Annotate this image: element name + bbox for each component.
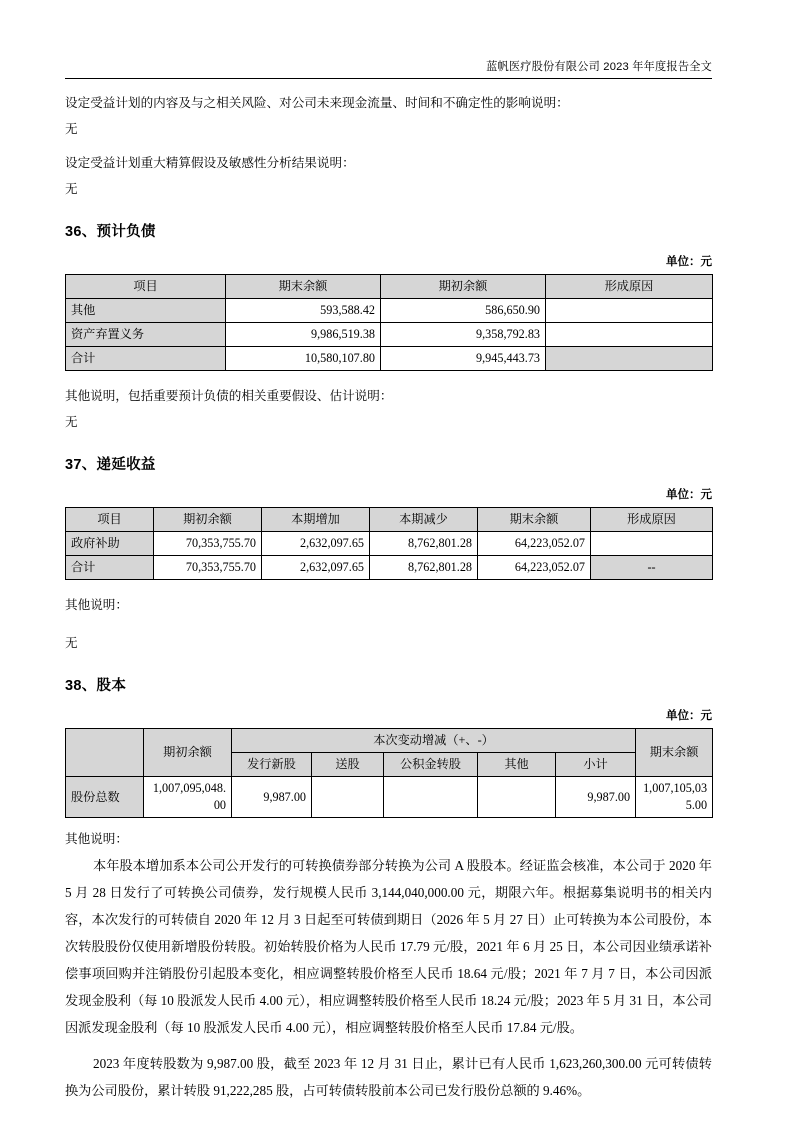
cell-end-balance: 9,986,519.38 — [226, 323, 381, 347]
col-decrease: 本期减少 — [370, 508, 478, 532]
cell-end-balance: 10,580,107.80 — [226, 347, 381, 371]
col-end-balance: 期末余额 — [226, 275, 381, 299]
col-blank — [66, 729, 144, 777]
col-change-group: 本次变动增减（+、-） — [232, 729, 636, 753]
spacer — [65, 371, 712, 383]
table-row-total — [66, 347, 713, 371]
cell-end-balance: 64,223,052.07 — [478, 556, 591, 580]
spacer — [65, 142, 712, 150]
col-begin-balance: 期初余额 — [154, 508, 262, 532]
spacer — [65, 580, 712, 592]
benefit-plan-assumption-value: 无 — [65, 182, 78, 196]
cell-reason — [591, 532, 713, 556]
table-row — [66, 323, 713, 347]
share-capital-paragraph-2: 2023 年度转股数为 9,987.00 股，截至 2023 年 12 月 31 日止，累计已有人民币 1,623,260,300.00 元可转债转换为公司股份，累计转股 91,222,285 股，占可转债转股前本公司已发行股份总额的 9.46%。 — [65, 1056, 712, 1098]
benefit-plan-content-label: 设定受益计划的内容及与之相关风险、对公司未来现金流量、时间和不确定性的影响说明： — [65, 96, 569, 110]
col-reason: 形成原因 — [591, 508, 713, 532]
cell-reason — [546, 299, 713, 323]
col-bonus-shares: 送股 — [312, 753, 384, 777]
col-item: 项目 — [66, 508, 154, 532]
cell-begin-balance: 70,353,755.70 — [154, 556, 262, 580]
table-header-row — [66, 275, 713, 299]
spacer — [65, 818, 712, 826]
table-row — [66, 532, 713, 556]
cell-item: 股份总数 — [66, 777, 144, 818]
table-header-row — [66, 508, 713, 532]
cell-begin-balance: 70,353,755.70 — [154, 532, 262, 556]
share-capital-note-label: 其他说明： — [65, 832, 128, 846]
cell-end-balance: 64,223,052.07 — [478, 532, 591, 556]
col-reason: 形成原因 — [546, 275, 713, 299]
cell-end-balance: 593,588.42 — [226, 299, 381, 323]
cell-reason — [546, 323, 713, 347]
cell-reason: -- — [591, 556, 713, 580]
cell-increase: 2,632,097.65 — [262, 532, 370, 556]
provisions-table — [65, 274, 713, 371]
benefit-plan-content-value: 无 — [65, 122, 78, 136]
unit-label-37: 单位：元 — [666, 489, 712, 501]
page-content — [65, 90, 712, 1104]
cell-reason — [546, 347, 713, 371]
share-capital-paragraph-1: 本年股本增加系本公司公开发行的可转换债券部分转换为公司 A 股股本。经证监会核准，本公司于 2020 年 5 月 28 日发行了可转换公司债券，发行规模人民币 3,144,040,000.00 元，期限六年。根据募集说明书的相关内容，本次发行的可转债自 2020 年 12 月 3 日起至可转债到期日（2026 年 5 月 27 日）止可转换为本公司股份，本次转股股份仅使用新增股份转股。初始转股价格为人民币 17.79 元/股，2021 年 6 月 25 日，本公司因业绩承诺补偿事项回购并注销股份引起股本变化，相应调整转股价格至人民币 18.64 元/股；2021 年 7 月 7 日，本公司因派发现金股利（每 10 股派发人民币 4.00 元），相应调整转股价格至人民币 18.24 元/股；2023 年 5 月 31 日，本公司因派发现金股利（每 10 股派发人民币 4.00 元），相应调整转股价格至人民币 17.84 元/股。 — [65, 858, 712, 1035]
col-begin-balance: 期初余额 — [381, 275, 546, 299]
col-subtotal: 小计 — [556, 753, 636, 777]
cell-other — [478, 777, 556, 818]
col-item: 项目 — [66, 275, 226, 299]
deferred-income-table — [65, 507, 713, 580]
cell-item: 资产弃置义务 — [66, 323, 226, 347]
header-divider — [65, 78, 712, 79]
section-heading-37: 37、递延收益 — [65, 457, 156, 473]
provisions-note-label: 其他说明，包括重要预计负债的相关重要假设、估计说明： — [65, 389, 393, 403]
table-row — [66, 299, 713, 323]
spacer — [65, 618, 712, 630]
cell-begin-balance: 9,358,792.83 — [381, 323, 546, 347]
table-row — [66, 777, 713, 818]
unit-label-36: 单位：元 — [666, 256, 712, 268]
deferred-income-note-value: 无 — [65, 636, 78, 650]
share-capital-table — [65, 728, 713, 818]
cell-reserve-conversion — [384, 777, 478, 818]
col-new-shares: 发行新股 — [232, 753, 312, 777]
col-reserve-conversion: 公积金转股 — [384, 753, 478, 777]
table-header-row-top — [66, 729, 713, 753]
cell-item: 合计 — [66, 556, 154, 580]
provisions-note-value: 无 — [65, 415, 78, 429]
cell-begin-balance: 9,945,443.73 — [381, 347, 546, 371]
cell-item: 合计 — [66, 347, 226, 371]
col-begin-balance: 期初余额 — [144, 729, 232, 777]
cell-new-shares: 9,987.00 — [232, 777, 312, 818]
deferred-income-note-label: 其他说明： — [65, 598, 128, 612]
running-header: 蓝帆医疗股份有限公司 2023 年年度报告全文 — [486, 61, 712, 73]
section-heading-36: 36、预计负债 — [65, 224, 156, 240]
col-end-balance: 期末余额 — [636, 729, 713, 777]
cell-item: 政府补助 — [66, 532, 154, 556]
section-heading-38: 38、股本 — [65, 678, 127, 694]
col-increase: 本期增加 — [262, 508, 370, 532]
cell-begin-balance: 1,007,095,048.00 — [144, 777, 232, 818]
table-row-total — [66, 556, 713, 580]
unit-label-38: 单位：元 — [666, 710, 712, 722]
cell-end-balance: 1,007,105,035.00 — [636, 777, 713, 818]
benefit-plan-assumption-label: 设定受益计划重大精算假设及敏感性分析结果说明： — [65, 156, 355, 170]
spacer — [65, 1041, 712, 1050]
cell-bonus-shares — [312, 777, 384, 818]
cell-increase: 2,632,097.65 — [262, 556, 370, 580]
cell-decrease: 8,762,801.28 — [370, 556, 478, 580]
cell-decrease: 8,762,801.28 — [370, 532, 478, 556]
col-other: 其他 — [478, 753, 556, 777]
cell-item: 其他 — [66, 299, 226, 323]
cell-begin-balance: 586,650.90 — [381, 299, 546, 323]
col-end-balance: 期末余额 — [478, 508, 591, 532]
cell-subtotal: 9,987.00 — [556, 777, 636, 818]
